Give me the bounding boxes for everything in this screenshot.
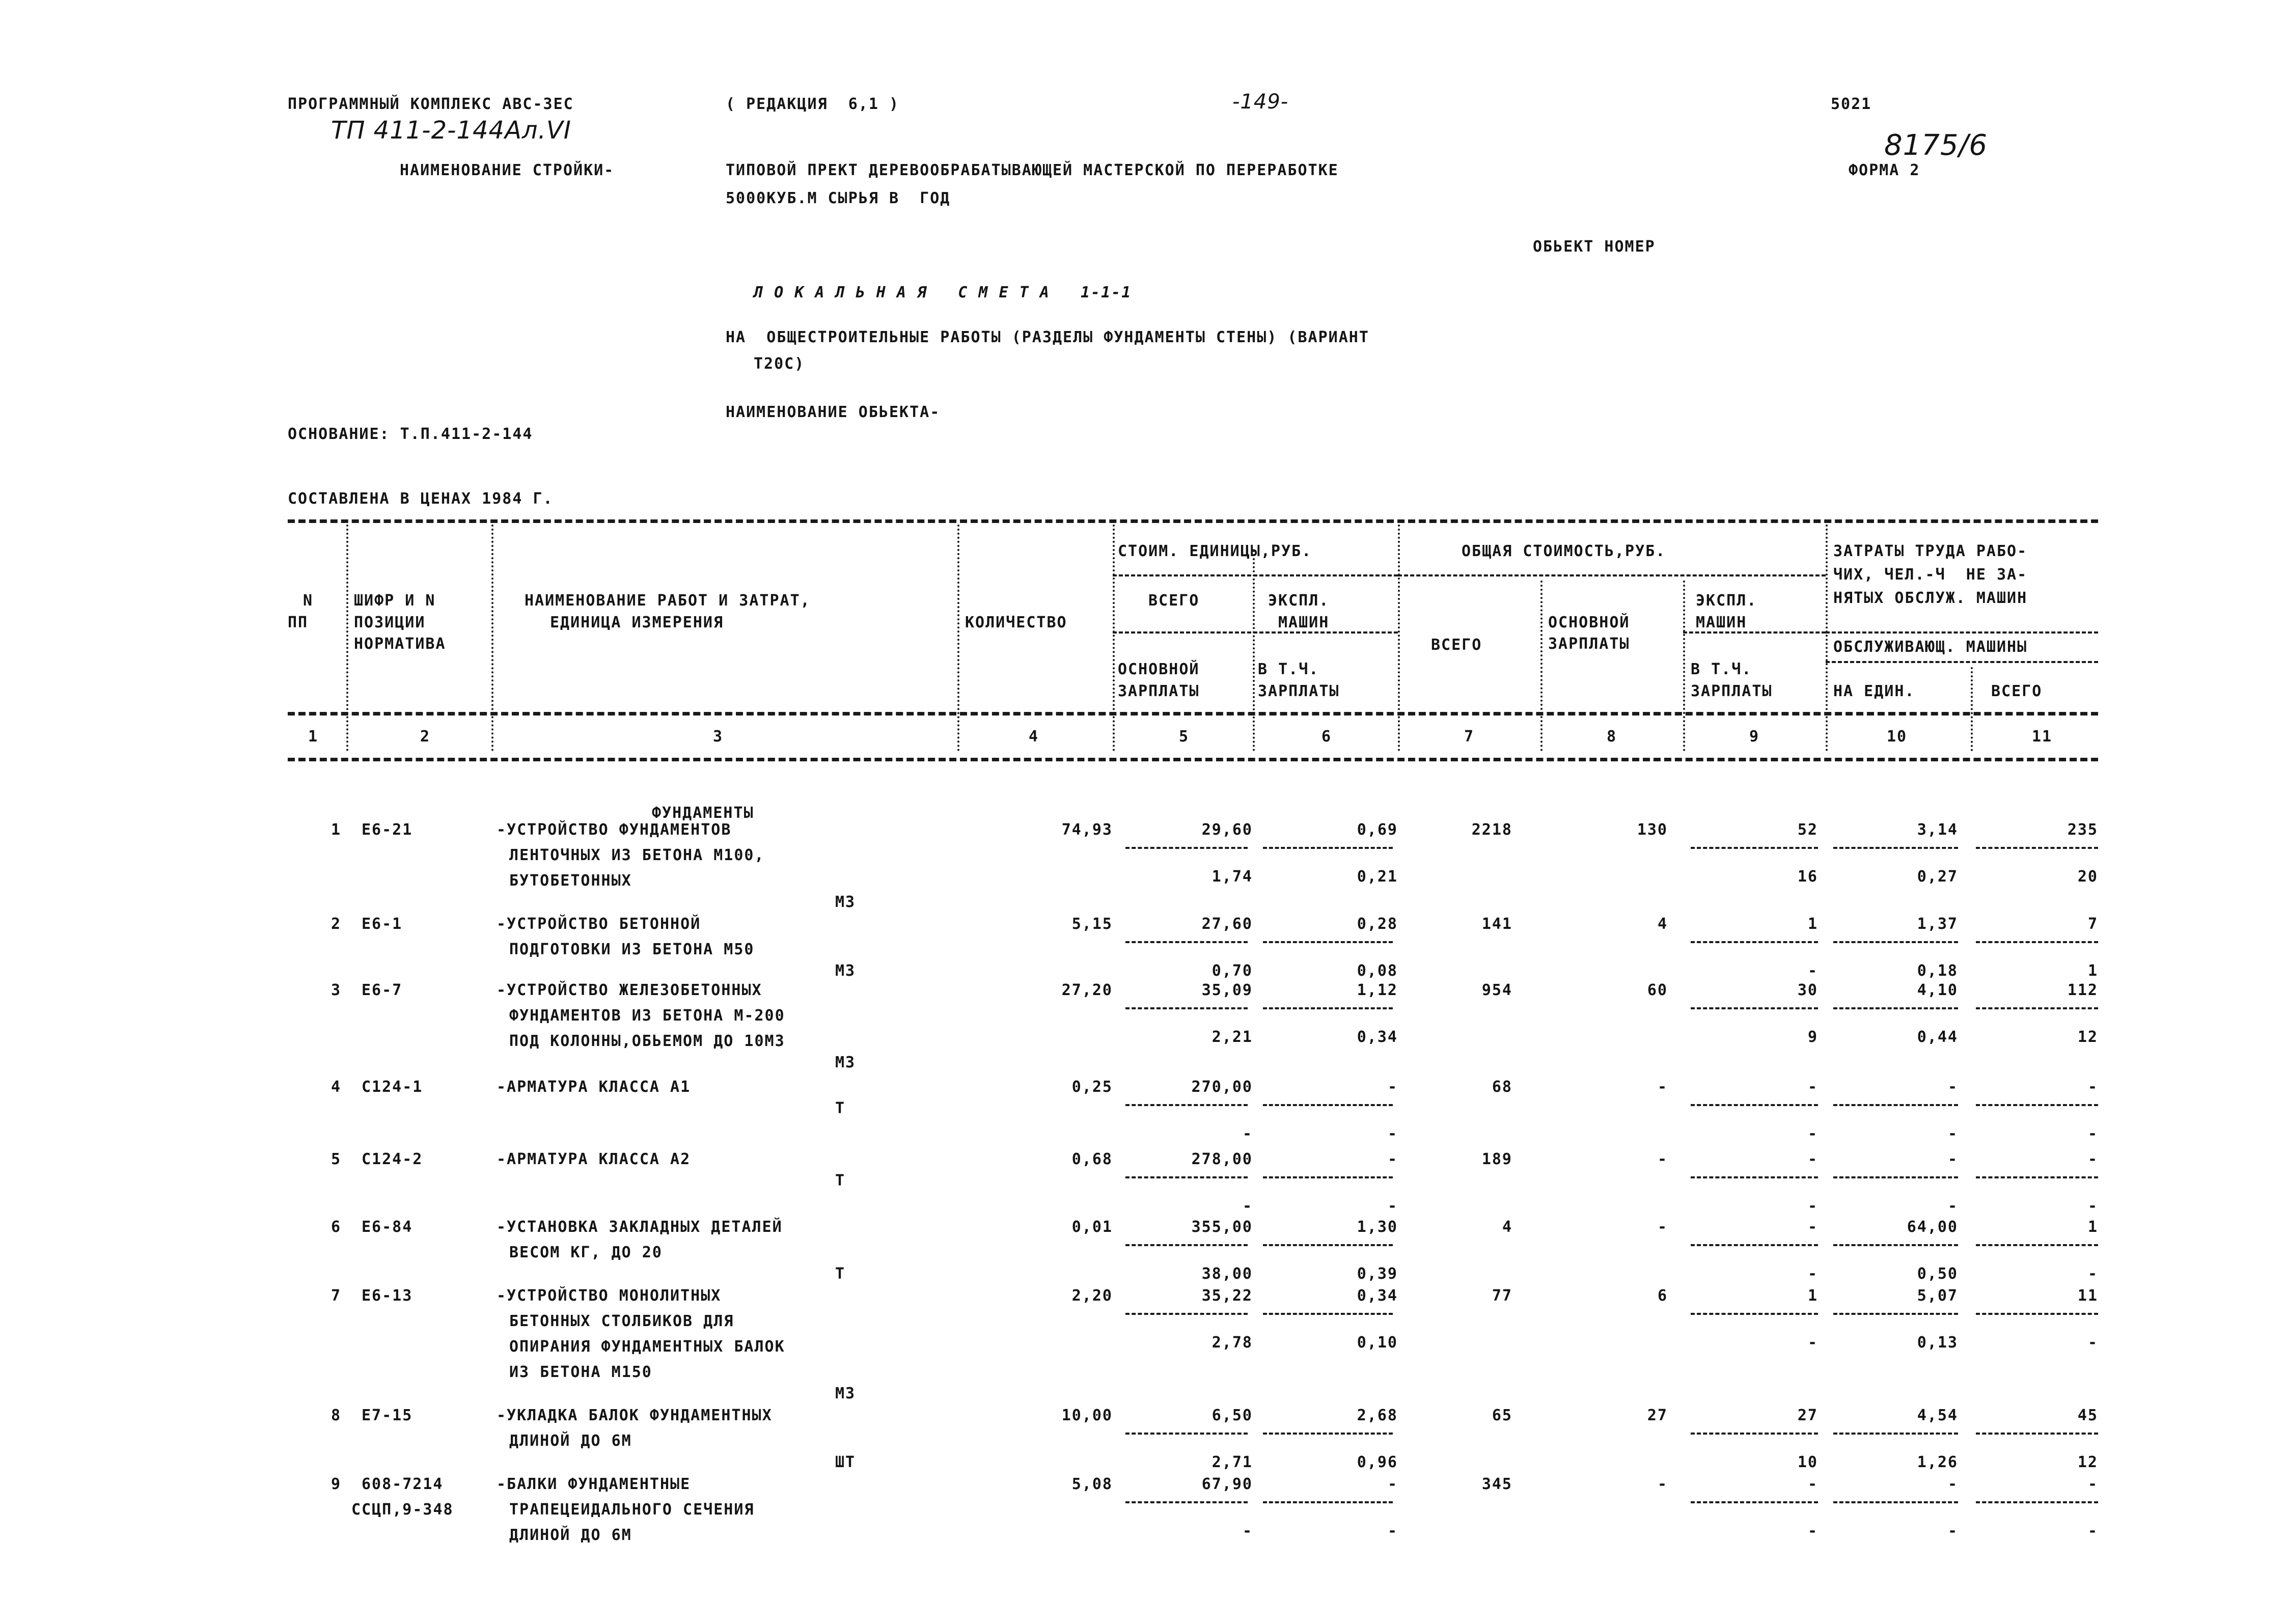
column-number: 3	[713, 728, 724, 746]
row-number: 6	[331, 1218, 342, 1236]
row-labor-total: 235	[2067, 821, 2098, 839]
row-work-name: ВЕСОМ КГ, ДО 20	[509, 1244, 663, 1261]
row-unit: М3	[835, 893, 856, 911]
program-label: ПРОГРАММНЫЙ КОМПЛЕКС АВС-3ЕС	[288, 95, 574, 113]
row-total-machines-wage: 10	[1797, 1453, 1818, 1471]
row-unit-cost-total: 6,50	[1211, 1407, 1253, 1424]
row-labor-total: -	[2087, 1078, 2098, 1096]
price-level-label: СОСТАВЛЕНА В ЦЕНАХ 1984 Г.	[288, 490, 554, 508]
row-work-name: -УСТАНОВКА ЗАКЛАДНЫХ ДЕТАЛЕЙ	[497, 1218, 783, 1236]
row-code: Е6-21	[362, 821, 413, 839]
row-unit-wage: 1,74	[1211, 868, 1253, 886]
row-number: 3	[331, 981, 342, 999]
row-work-name: ЛЕНТОЧНЫХ ИЗ БЕТОНА М100,	[509, 846, 765, 864]
column-separator	[1253, 550, 1255, 751]
row-labor-machines-per-unit: 0,27	[1917, 868, 1958, 886]
row-sub-rule	[1976, 1501, 2098, 1503]
column-separator	[346, 525, 348, 751]
row-total-cost: 77	[1492, 1287, 1512, 1305]
row-sub-rule	[1125, 847, 1248, 849]
table-top-rule	[288, 519, 2098, 523]
row-sub-rule	[1125, 1313, 1248, 1315]
row-sub-rule	[1263, 1176, 1393, 1178]
row-total-cost: 141	[1481, 915, 1512, 933]
construction-name-line-1: ТИПОВОЙ ПРЕКТ ДЕРЕВООБРАБАТЫВАЮЩЕЙ МАСТЕРСКОЙ ПО ПЕРЕРАБОТКЕ	[726, 161, 1339, 179]
row-sub-rule	[1691, 1313, 1818, 1315]
row-unit-wage: 2,71	[1211, 1453, 1253, 1471]
row-work-name: ИЗ БЕТОНА М150	[509, 1363, 652, 1381]
construction-label: НАИМЕНОВАНИЕ СТРОЙКИ-	[400, 161, 615, 179]
header-unit-machines-1: ЭКСПЛ.	[1268, 592, 1330, 610]
section-title: ФУНДАМЕНТЫ	[652, 804, 754, 822]
row-labor-per-unit: 3,14	[1917, 821, 1958, 839]
row-unit-cost-total: 35,09	[1201, 981, 1253, 999]
row-labor-machines-total: -	[2087, 1522, 2098, 1540]
column-numbers-bottom-rule	[288, 758, 2098, 761]
row-unit-wage: -	[1242, 1125, 1253, 1143]
header-labor-total: ВСЕГО	[1991, 682, 2043, 700]
column-number: 8	[1607, 728, 1617, 746]
column-number: 1	[308, 728, 319, 746]
row-sub-rule	[1833, 1007, 1958, 1009]
page-number: -149-	[1232, 90, 1289, 114]
column-number: 2	[420, 728, 431, 746]
row-unit-wage-incl: 0,21	[1357, 868, 1398, 886]
row-unit: М3	[835, 1385, 856, 1402]
row-total-machines: -	[1807, 1150, 1818, 1168]
row-sub-rule	[1691, 941, 1818, 943]
row-unit: М3	[835, 962, 856, 980]
works-description-line-2: Т20С)	[754, 355, 805, 373]
header-total-wage-1: ОСНОВНОЙ	[1548, 614, 1630, 631]
row-sub-rule	[1125, 1433, 1248, 1435]
row-sub-rule	[1833, 847, 1958, 849]
header-unit-wage-2: ЗАРПЛАТЫ	[1118, 682, 1200, 700]
row-work-name: ОПИРАНИЯ ФУНДАМЕНТНЫХ БАЛОК	[509, 1338, 785, 1356]
row-sub-rule	[1691, 1433, 1818, 1435]
header-code-1: ШИФР И N	[354, 592, 436, 610]
row-labor-machines-total: -	[2087, 1125, 2098, 1143]
header-unit-cost: СТОИМ. ЕДИНИЦЫ,РУБ.	[1118, 542, 1312, 560]
row-sub-rule	[1833, 1176, 1958, 1178]
row-sub-rule	[1263, 1104, 1393, 1106]
row-total-wage: 130	[1637, 821, 1668, 839]
row-sub-rule	[1125, 941, 1248, 943]
row-code: Е6-13	[362, 1287, 413, 1305]
row-labor-per-unit: -	[1947, 1475, 1958, 1493]
row-total-wage: -	[1657, 1475, 1668, 1493]
header-unit-wage-1: ОСНОВНОЙ	[1118, 660, 1200, 678]
row-labor-machines-per-unit: 0,13	[1917, 1334, 1958, 1352]
header-name-1: НАИМЕНОВАНИЕ РАБОТ И ЗАТРАТ,	[525, 592, 811, 610]
row-total-machines-wage: -	[1807, 1522, 1818, 1540]
row-code: Е6-7	[362, 981, 403, 999]
row-sub-rule	[1263, 1007, 1393, 1009]
row-sub-rule	[1263, 1313, 1393, 1315]
row-work-name: -УКЛАДКА БАЛОК ФУНДАМЕНТНЫХ	[497, 1407, 773, 1424]
row-labor-machines-per-unit: 0,50	[1917, 1265, 1958, 1283]
header-sub-rule	[1113, 574, 1398, 576]
column-number: 10	[1887, 728, 1908, 746]
row-number: 9	[331, 1475, 342, 1493]
row-code: Е6-1	[362, 915, 403, 933]
row-labor-machines-total: 20	[2077, 868, 2098, 886]
row-unit-wage-incl: 0,10	[1357, 1334, 1398, 1352]
row-work-name: ПОД КОЛОННЫ,ОБЬЕМОМ ДО 10М3	[509, 1032, 785, 1050]
row-total-machines: 52	[1797, 821, 1818, 839]
row-work-name: ТРАПЕЦЕИДАЛЬНОГО СЕЧЕНИЯ	[509, 1501, 755, 1519]
row-unit-cost-machines: 1,30	[1357, 1218, 1398, 1236]
row-labor-machines-total: 12	[2077, 1028, 2098, 1046]
row-unit-cost-machines: -	[1387, 1475, 1398, 1493]
row-unit-cost-total: 67,90	[1201, 1475, 1253, 1493]
row-labor-per-unit: -	[1947, 1150, 1958, 1168]
row-sub-rule	[1833, 1244, 1958, 1246]
row-unit: ШТ	[835, 1453, 856, 1471]
object-name-label: НАИМЕНОВАНИЕ ОБЬЕКТА-	[726, 403, 941, 421]
row-code-secondary: ССЦП,9-348	[351, 1501, 454, 1519]
row-total-wage: 4	[1657, 915, 1668, 933]
form-label: ФОРМА 2	[1849, 161, 1920, 179]
header-unit-incl-1: В Т.Ч.	[1258, 660, 1319, 678]
row-total-machines-wage: 9	[1807, 1028, 1818, 1046]
row-quantity: 0,25	[1071, 1078, 1113, 1096]
header-total-machines-1: ЭКСПЛ.	[1696, 592, 1757, 610]
row-total-machines: -	[1807, 1475, 1818, 1493]
row-total-cost: 2218	[1471, 821, 1512, 839]
column-number: 6	[1321, 728, 1332, 746]
row-unit-cost-total: 27,60	[1201, 915, 1253, 933]
row-total-machines: -	[1807, 1078, 1818, 1096]
row-unit-cost-total: 355,00	[1191, 1218, 1253, 1236]
row-number: 1	[331, 821, 342, 839]
row-unit-wage-incl: 0,08	[1357, 962, 1398, 980]
column-number: 4	[1029, 728, 1039, 746]
row-sub-rule	[1833, 1313, 1958, 1315]
header-labor-4: ОБСЛУЖИВАЮЩ. МАШИНЫ	[1833, 638, 2028, 656]
column-number: 5	[1179, 728, 1190, 746]
edition-label: ( РЕДАКЦИЯ 6,1 )	[726, 95, 900, 113]
row-unit-wage: -	[1242, 1522, 1253, 1540]
row-labor-machines-total: -	[2087, 1265, 2098, 1283]
row-unit-cost-total: 29,60	[1201, 821, 1253, 839]
row-labor-machines-total: -	[2087, 1334, 2098, 1352]
row-labor-machines-total: -	[2087, 1197, 2098, 1215]
row-unit-wage: 2,21	[1211, 1028, 1253, 1046]
row-sub-rule	[1833, 1433, 1958, 1435]
row-total-wage: 27	[1647, 1407, 1668, 1424]
row-work-name: -БАЛКИ ФУНДАМЕНТНЫЕ	[497, 1475, 691, 1493]
row-total-machines: 1	[1807, 915, 1818, 933]
header-unit-machines-2: МАШИН	[1278, 614, 1330, 631]
header-name-2: ЕДИНИЦА ИЗМЕРЕНИЯ	[550, 614, 724, 631]
row-total-wage: -	[1657, 1218, 1668, 1236]
row-code: Е7-15	[362, 1407, 413, 1424]
row-labor-total: 112	[2067, 981, 2098, 999]
row-work-name: ФУНДАМЕНТОВ ИЗ БЕТОНА М-200	[509, 1007, 785, 1025]
column-separator	[1113, 525, 1115, 751]
header-total-machines-3: В Т.Ч.	[1691, 660, 1752, 678]
row-total-machines: -	[1807, 1218, 1818, 1236]
row-number: 7	[331, 1287, 342, 1305]
row-unit-wage: -	[1242, 1197, 1253, 1215]
row-sub-rule	[1691, 1244, 1818, 1246]
column-number: 11	[2032, 728, 2053, 746]
row-labor-per-unit: 1,37	[1917, 915, 1958, 933]
row-total-cost: 4	[1502, 1218, 1512, 1236]
works-description-line-1: НА ОБЩЕСТРОИТЕЛЬНЫЕ РАБОТЫ (РАЗДЕЛЫ ФУНДАМЕНТЫ СТЕНЫ) (ВАРИАНТ	[726, 328, 1369, 346]
document-number: 5021	[1831, 95, 1872, 113]
header-unit-total: ВСЕГО	[1148, 592, 1200, 610]
row-quantity: 5,15	[1071, 915, 1113, 933]
row-labor-total: 45	[2077, 1407, 2098, 1424]
row-work-name: БУТОБЕТОННЫХ	[509, 872, 632, 890]
row-sub-rule	[1833, 1104, 1958, 1106]
header-labor-1: ЗАТРАТЫ ТРУДА РАБО-	[1833, 542, 2028, 560]
row-total-machines-wage: -	[1807, 1197, 1818, 1215]
row-labor-total: -	[2087, 1475, 2098, 1493]
row-sub-rule	[1976, 1244, 2098, 1246]
row-sub-rule	[1691, 1007, 1818, 1009]
header-sub-rule	[1826, 661, 2098, 663]
row-labor-total: 7	[2087, 915, 2098, 933]
header-quantity: КОЛИЧЕСТВО	[965, 614, 1067, 631]
row-work-name: -УСТРОЙСТВО ФУНДАМЕНТОВ	[497, 821, 732, 839]
handwritten-sheet-number: 8175/6	[1884, 129, 1988, 162]
row-sub-rule	[1691, 847, 1818, 849]
object-number-label: ОБЬЕКТ НОМЕР	[1533, 238, 1656, 256]
row-unit-wage: 0,70	[1211, 962, 1253, 980]
row-quantity: 10,00	[1061, 1407, 1113, 1424]
row-labor-total: 1	[2087, 1218, 2098, 1236]
column-separator	[1971, 667, 1973, 751]
header-per-unit: НА ЕДИН.	[1833, 682, 1915, 700]
row-code: Е6-84	[362, 1218, 413, 1236]
row-total-wage: -	[1657, 1078, 1668, 1096]
row-total-cost: 65	[1492, 1407, 1512, 1424]
row-unit-wage-incl: -	[1387, 1522, 1398, 1540]
header-sub-rule	[1398, 574, 1826, 576]
column-separator	[1398, 525, 1400, 751]
row-unit-wage-incl: 0,39	[1357, 1265, 1398, 1283]
row-sub-rule	[1125, 1176, 1248, 1178]
row-quantity: 74,93	[1061, 821, 1113, 839]
row-sub-rule	[1691, 1176, 1818, 1178]
row-unit-cost-machines: -	[1387, 1078, 1398, 1096]
row-work-name: -АРМАТУРА КЛАССА А2	[497, 1150, 691, 1168]
column-separator	[1540, 581, 1543, 751]
row-labor-machines-per-unit: -	[1947, 1197, 1958, 1215]
row-sub-rule	[1125, 1244, 1248, 1246]
row-unit-cost-machines: 1,12	[1357, 981, 1398, 999]
row-labor-machines-per-unit: 0,18	[1917, 962, 1958, 980]
row-labor-machines-per-unit: -	[1947, 1125, 1958, 1143]
construction-name-line-2: 5000КУБ.М СЫРЬЯ В ГОД	[726, 189, 951, 207]
column-separator	[1826, 525, 1828, 751]
row-sub-rule	[1976, 1313, 2098, 1315]
row-number: 5	[331, 1150, 342, 1168]
row-unit: Т	[835, 1099, 846, 1117]
row-labor-per-unit: 5,07	[1917, 1287, 1958, 1305]
header-total: ВСЕГО	[1431, 636, 1482, 654]
row-sub-rule	[1263, 847, 1393, 849]
row-labor-machines-per-unit: -	[1947, 1522, 1958, 1540]
row-total-wage: 60	[1647, 981, 1668, 999]
row-quantity: 0,01	[1071, 1218, 1113, 1236]
row-total-machines-wage: -	[1807, 1334, 1818, 1352]
row-sub-rule	[1833, 1501, 1958, 1503]
row-labor-machines-per-unit: 0,44	[1917, 1028, 1958, 1046]
header-total-cost: ОБЩАЯ СТОИМОСТЬ,РУБ.	[1462, 542, 1666, 560]
row-unit: Т	[835, 1265, 846, 1283]
row-total-cost: 189	[1481, 1150, 1512, 1168]
row-work-name: ДЛИНОЙ ДО 6М	[509, 1432, 632, 1450]
row-total-machines: 1	[1807, 1287, 1818, 1305]
column-number: 7	[1464, 728, 1475, 746]
row-work-name: -УСТРОЙСТВО МОНОЛИТНЫХ	[497, 1287, 722, 1305]
row-quantity: 27,20	[1061, 981, 1113, 999]
row-code: С124-1	[362, 1078, 423, 1096]
row-unit-wage: 2,78	[1211, 1334, 1253, 1352]
basis-label: ОСНОВАНИЕ: Т.П.411-2-144	[288, 425, 533, 443]
header-unit-incl-2: ЗАРПЛАТЫ	[1258, 682, 1340, 700]
row-unit-cost-total: 35,22	[1201, 1287, 1253, 1305]
row-quantity: 2,20	[1071, 1287, 1113, 1305]
row-sub-rule	[1125, 1104, 1248, 1106]
row-work-name: -УСТРОЙСТВО БЕТОННОЙ	[497, 915, 701, 933]
row-labor-per-unit: -	[1947, 1078, 1958, 1096]
row-total-cost: 345	[1481, 1475, 1512, 1493]
header-code-2: ПОЗИЦИИ	[354, 614, 426, 631]
row-total-machines: 30	[1797, 981, 1818, 999]
row-sub-rule	[1976, 1176, 2098, 1178]
row-work-name: БЕТОННЫХ СТОЛБИКОВ ДЛЯ	[509, 1312, 734, 1330]
row-quantity: 5,08	[1071, 1475, 1113, 1493]
header-sub-rule	[1826, 631, 2098, 634]
row-unit-wage-incl: 0,96	[1357, 1453, 1398, 1471]
row-sub-rule	[1125, 1007, 1248, 1009]
column-separator	[1683, 581, 1685, 751]
row-unit-wage-incl: 0,34	[1357, 1028, 1398, 1046]
row-unit-cost-machines: 0,28	[1357, 915, 1398, 933]
header-total-machines-2: МАШИН	[1696, 614, 1747, 631]
row-total-machines-wage: -	[1807, 1265, 1818, 1283]
row-sub-rule	[1263, 1501, 1393, 1503]
row-unit-cost-machines: 0,69	[1357, 821, 1398, 839]
column-number: 9	[1749, 728, 1760, 746]
header-total-wage-2: ЗАРПЛАТЫ	[1548, 635, 1630, 653]
row-sub-rule	[1976, 847, 2098, 849]
row-code: С124-2	[362, 1150, 423, 1168]
row-unit-cost-total: 270,00	[1191, 1078, 1253, 1096]
header-n: N	[303, 592, 314, 610]
row-total-cost: 954	[1481, 981, 1512, 999]
row-number: 4	[331, 1078, 342, 1096]
header-total-machines-4: ЗАРПЛАТЫ	[1691, 682, 1773, 700]
row-labor-total: 11	[2077, 1287, 2098, 1305]
row-labor-machines-total: 1	[2087, 962, 2098, 980]
row-labor-total: -	[2087, 1150, 2098, 1168]
row-sub-rule	[1263, 941, 1393, 943]
row-number: 8	[331, 1407, 342, 1424]
row-unit-wage-incl: -	[1387, 1125, 1398, 1143]
column-separator	[491, 525, 493, 751]
row-total-machines: 27	[1797, 1407, 1818, 1424]
row-total-machines-wage: 16	[1797, 868, 1818, 886]
row-sub-rule	[1833, 941, 1958, 943]
row-unit: Т	[835, 1172, 846, 1190]
row-unit-cost-machines: 0,34	[1357, 1287, 1398, 1305]
header-labor-3: НЯТЫХ ОБСЛУЖ. МАШИН	[1833, 589, 2028, 607]
row-quantity: 0,68	[1071, 1150, 1113, 1168]
row-sub-rule	[1976, 941, 2098, 943]
row-sub-rule	[1976, 1007, 2098, 1009]
row-sub-rule	[1263, 1433, 1393, 1435]
row-work-name: -АРМАТУРА КЛАССА А1	[497, 1078, 691, 1096]
row-unit-cost-machines: 2,68	[1357, 1407, 1398, 1424]
smeta-title: Л О К А Л Ь Н А Я С М Е Т А 1-1-1	[754, 284, 1132, 301]
row-sub-rule	[1691, 1104, 1818, 1106]
row-unit-cost-total: 278,00	[1191, 1150, 1253, 1168]
row-sub-rule	[1976, 1433, 2098, 1435]
header-pp: ПП	[288, 614, 309, 631]
row-work-name: ПОДГОТОВКИ ИЗ БЕТОНА М50	[509, 941, 755, 958]
row-sub-rule	[1125, 1501, 1248, 1503]
column-separator	[957, 525, 959, 751]
header-sub-rule	[1113, 631, 1398, 634]
header-sub-rule	[1683, 631, 1826, 634]
row-sub-rule	[1976, 1104, 2098, 1106]
row-sub-rule	[1263, 1244, 1393, 1246]
row-sub-rule	[1691, 1501, 1818, 1503]
row-unit-wage: 38,00	[1201, 1265, 1253, 1283]
row-labor-machines-total: 12	[2077, 1453, 2098, 1471]
row-total-machines-wage: -	[1807, 962, 1818, 980]
header-code-3: НОРМАТИВА	[354, 635, 446, 653]
row-work-name: -УСТРОЙСТВО ЖЕЛЕЗОБЕТОННЫХ	[497, 981, 762, 999]
row-number: 2	[331, 915, 342, 933]
row-total-cost: 68	[1492, 1078, 1512, 1096]
handwritten-project-code: ТП 411-2-144Ал.VI	[331, 116, 571, 145]
row-work-name: ДЛИНОЙ ДО 6М	[509, 1526, 632, 1544]
row-unit-cost-machines: -	[1387, 1150, 1398, 1168]
row-total-machines-wage: -	[1807, 1125, 1818, 1143]
row-labor-machines-per-unit: 1,26	[1917, 1453, 1958, 1471]
header-labor-2: ЧИХ, ЧЕЛ.-Ч НЕ ЗА-	[1833, 566, 2028, 584]
row-total-wage: 6	[1657, 1287, 1668, 1305]
row-labor-per-unit: 4,54	[1917, 1407, 1958, 1424]
row-labor-per-unit: 64,00	[1907, 1218, 1958, 1236]
row-code: 608-7214	[362, 1475, 444, 1493]
row-unit-wage-incl: -	[1387, 1197, 1398, 1215]
row-unit: М3	[835, 1054, 856, 1071]
row-labor-per-unit: 4,10	[1917, 981, 1958, 999]
row-total-wage: -	[1657, 1150, 1668, 1168]
